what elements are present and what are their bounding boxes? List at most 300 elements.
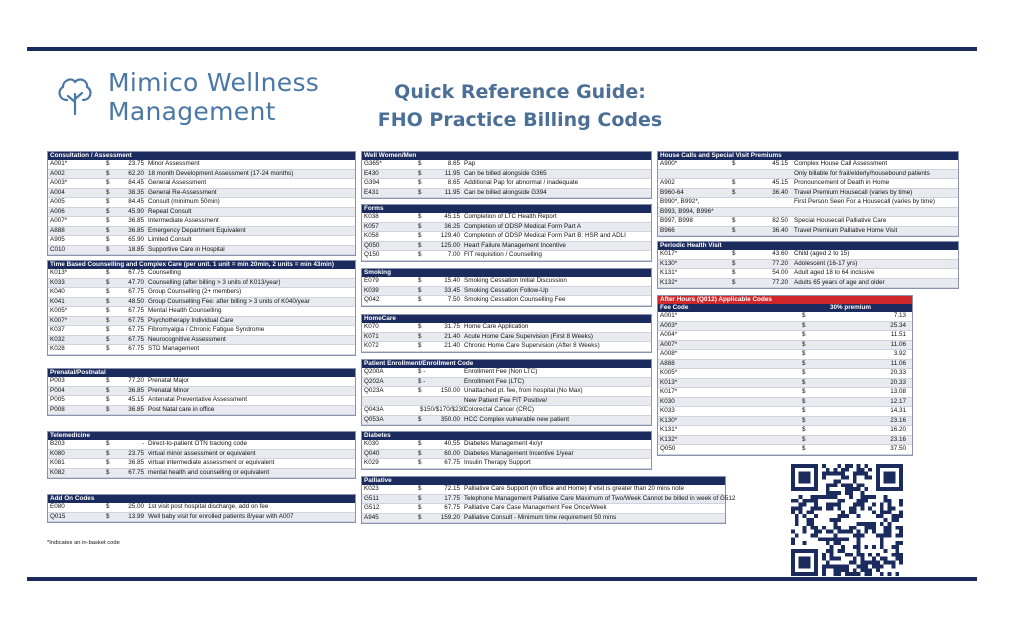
fee-description: Well baby visit for enrolled patients 8/year with A007: [148, 512, 294, 520]
currency-symbol: $: [418, 241, 422, 249]
fee-amount: 36.40: [772, 188, 788, 196]
fee-amount: 14.31: [890, 407, 906, 414]
fee-code: P008: [50, 405, 65, 413]
fee-description: Palliative Consult - Minimum time requirement 50 mins: [464, 513, 617, 521]
fee-description: Adult aged 18 to 64 inclusive: [794, 269, 875, 276]
fee-code: K040: [50, 288, 65, 295]
fee-code: K081: [50, 459, 65, 466]
fee-description: Prenatal Major: [148, 377, 189, 384]
fee-amount: 8.65: [447, 160, 460, 167]
currency-symbol: $: [106, 278, 110, 286]
currency-symbol: $: [418, 286, 422, 294]
table-row: [48, 336, 355, 346]
section-header: Time Based Counselling and Complex Care (per unit. 1 unit = min 20min, 2 units = min 43min): [48, 261, 355, 269]
fee-code: K072: [364, 342, 379, 349]
fee-amount: 43.60: [772, 250, 788, 257]
fee-amount: 37.50: [890, 445, 906, 452]
table-row: [48, 440, 355, 450]
table-row: [362, 378, 651, 388]
fee-amount: 67.75: [128, 307, 144, 314]
fee-code: K033: [50, 278, 65, 286]
fee-description: Insulin Therapy Support: [464, 459, 531, 466]
table-row: [658, 341, 912, 351]
fee-amount: 67.75: [128, 269, 144, 276]
currency-symbol: $: [106, 503, 110, 510]
fee-amount: 18.85: [128, 245, 144, 253]
currency-symbol: $: [732, 278, 736, 286]
table-row: [48, 208, 355, 218]
section-rows: [48, 377, 355, 415]
fee-code: A002: [50, 169, 65, 177]
fee-code: K130*: [660, 416, 678, 424]
table-row: [48, 317, 355, 327]
qr-code-icon: [791, 464, 903, 576]
table-row: [362, 160, 651, 170]
fee-amount: 7.13: [893, 312, 906, 319]
fee-amount: -: [141, 440, 144, 447]
fee-amount: 11.51: [890, 331, 906, 338]
fee-code: K017*: [660, 388, 678, 395]
currency-symbol: $: [732, 259, 736, 267]
fee-amount: 36.40: [772, 226, 788, 234]
fee-description: Home Care Application: [464, 323, 529, 330]
currency-symbol: $: [418, 296, 422, 303]
table-row: [658, 350, 912, 360]
title-line-1: Quick Reference Guide:: [394, 81, 646, 103]
fee-code: A900*: [660, 160, 678, 167]
currency-symbol: $: [418, 440, 422, 447]
table-row: [658, 379, 912, 389]
table-row: [362, 459, 651, 469]
fee-amount: 45.15: [444, 213, 460, 220]
table-row: [48, 170, 355, 180]
fee-code: K057: [364, 222, 379, 230]
fee-code: Q040: [364, 449, 380, 457]
currency-symbol: $: [418, 332, 422, 340]
fee-description: Limited Consult: [148, 236, 192, 243]
fee-code: A005: [50, 198, 65, 205]
fee-amount: 72.15: [444, 485, 460, 492]
fee-amount: 60.00: [444, 449, 460, 457]
fee-code: K037: [50, 326, 65, 333]
table-row: [362, 223, 651, 233]
fee-amount: 45.90: [128, 207, 144, 215]
fee-amount: 45.15: [772, 160, 788, 167]
currency-symbol: $: [732, 217, 736, 224]
currency-symbol: $: [106, 440, 110, 447]
fee-amount: 47.70: [128, 278, 144, 286]
fee-description: Antenatal Preventative Assessment: [148, 396, 248, 403]
fee-amount: 84.45: [128, 179, 144, 186]
currency-symbol: $: [418, 459, 422, 466]
fee-amount: 11.06: [890, 359, 906, 367]
currency-symbol: $: [106, 307, 110, 314]
table-row: [362, 485, 725, 495]
fee-description: Psychotherapy Individual Care: [148, 316, 234, 324]
fee-code: K032: [50, 335, 65, 343]
fee-code: Q023A: [364, 387, 384, 394]
fee-code: A902: [660, 179, 675, 186]
fee-description: Consult (minimum 50min): [148, 198, 220, 205]
fee-code: A001*: [660, 312, 678, 319]
fee-description: Smoking Cessation Follow-Up: [464, 286, 549, 294]
table-row: [658, 227, 958, 237]
section-consultation: [47, 151, 356, 256]
section-telemedicine: [47, 431, 356, 479]
section-rows: [658, 312, 912, 455]
currency-symbol: $: [418, 485, 422, 492]
currency-symbol: $: [418, 323, 422, 330]
currency-symbol: $: [106, 198, 110, 205]
fee-description: Only billable for frail/elderly/housebound patients: [794, 169, 930, 177]
table-row: [658, 322, 912, 332]
fee-code: A905: [50, 236, 65, 243]
fee-description: Adults 65 years of age and older: [794, 278, 885, 286]
fee-amount: 21.40: [444, 342, 460, 349]
currency-symbol: $: [418, 251, 422, 258]
section-header: Periodic Health Visit: [658, 242, 958, 250]
table-row: [362, 296, 651, 306]
currency-symbol: $: [802, 321, 806, 329]
table-row: [48, 387, 355, 397]
fee-amount: 45.15: [772, 179, 788, 186]
currency-symbol: $: [106, 269, 110, 276]
fee-code: P005: [50, 396, 65, 403]
fee-amount: 77.20: [772, 278, 788, 286]
table-row: [658, 331, 912, 341]
currency-symbol: $: [418, 160, 422, 167]
logo-text: [108, 68, 319, 126]
fee-code: K030: [660, 397, 675, 405]
section-rows: [362, 440, 651, 469]
table-row: [658, 189, 958, 199]
fee-code: K028: [50, 345, 65, 352]
fee-amount: $150/$170/$230: [420, 406, 466, 413]
table-row: [658, 388, 912, 398]
currency-symbol: $: [106, 405, 110, 413]
currency-symbol: $: [106, 449, 110, 457]
fee-description: New Patient Fee FIT Positive/: [464, 396, 548, 404]
section-afterhours: [657, 295, 913, 456]
fee-code: A003*: [50, 179, 68, 186]
fee-amount: 16.20: [890, 426, 906, 433]
fee-description: Smoking Cessation Counselling Fee: [464, 296, 566, 303]
fee-description: Additional Pap for abnormal / inadequate: [464, 179, 579, 186]
table-row: [362, 368, 651, 378]
table-row: [658, 360, 912, 370]
table-row: [48, 227, 355, 237]
currency-symbol: $: [418, 169, 422, 177]
currency-symbol: $: [106, 512, 110, 520]
currency-symbol: $: [106, 468, 110, 476]
currency-symbol: $: [418, 213, 422, 220]
currency-symbol: $: [418, 449, 422, 457]
currency-symbol: $: [106, 169, 110, 177]
fee-code: E430: [364, 169, 379, 177]
fee-amount: 23.75: [128, 160, 144, 167]
fee-code: K033: [660, 407, 675, 414]
fee-description: Group Counselling (2+ members): [148, 288, 242, 295]
fee-code: K071: [364, 332, 379, 340]
section-header: Palliative: [362, 477, 725, 485]
table-row: [362, 504, 725, 514]
fee-code: A945: [364, 513, 379, 521]
fee-amount: 38.35: [128, 188, 144, 196]
section-header: Telemedicine: [48, 432, 355, 440]
section-enrollment: [361, 359, 652, 426]
column-header-fee-code: Fee Code: [660, 304, 689, 311]
table-row: [48, 307, 355, 317]
fee-code: G512: [364, 504, 380, 511]
section-rows: [658, 160, 958, 236]
section-rows: [362, 323, 651, 352]
fee-amount: 23.16: [890, 416, 906, 424]
fee-amount: 65.90: [128, 236, 144, 243]
table-row: [362, 323, 651, 333]
fee-description: Travel Premium Housecall (varies by time): [794, 188, 913, 196]
column-header-row: [658, 304, 912, 312]
currency-symbol: $: [418, 277, 422, 284]
fee-amount: 84.45: [128, 198, 144, 205]
currency-symbol: $: [106, 345, 110, 352]
table-row: [362, 440, 651, 450]
table-row: [48, 513, 355, 523]
fee-amount: 3.92: [893, 350, 906, 357]
fee-amount: 7.00: [447, 251, 460, 258]
section-rows: [362, 368, 651, 425]
fee-description: Pap: [464, 160, 476, 167]
fee-code: P003: [50, 377, 65, 384]
fee-code: K005*: [50, 307, 68, 314]
fee-code: Q042: [364, 296, 380, 303]
table-row: [362, 277, 651, 287]
fee-description: Neurocognitive Assessment: [148, 335, 226, 343]
table-row: [658, 426, 912, 436]
fee-code: K041: [50, 297, 65, 305]
table-row: [362, 170, 651, 180]
currency-symbol: $: [418, 179, 422, 186]
fee-description: Can be billed alongside G365: [464, 169, 547, 177]
fee-code: C010: [50, 245, 66, 253]
fee-description: Group Counselling Fee: after billing > 3 units of K040/year: [148, 297, 310, 305]
fee-description: First Person Seen For a Housecall (varies by time): [794, 198, 936, 205]
fee-description: General Assessment: [148, 179, 207, 186]
section-header: Well Women/Men: [362, 152, 651, 160]
title-line-2: FHO Practice Billing Codes: [377, 109, 663, 131]
currency-symbol: $: [802, 445, 806, 452]
table-row: [48, 288, 355, 298]
table-row: [48, 326, 355, 336]
fee-description: Direct-to-patient OTN tracking code: [148, 440, 248, 447]
fee-amount: 31.75: [444, 323, 460, 330]
currency-symbol: $: [802, 426, 806, 433]
currency-symbol: $: [802, 312, 806, 319]
fee-code: A008*: [660, 350, 678, 357]
table-row: [48, 269, 355, 279]
fee-code: Q150: [364, 251, 380, 258]
section-diabetes: [361, 431, 652, 470]
fee-code: K029: [364, 459, 379, 466]
currency-symbol: $: [106, 316, 110, 324]
fee-amount: 25.34: [890, 321, 906, 329]
table-row: [658, 260, 958, 270]
currency-symbol: $: [802, 435, 806, 443]
table-row: [658, 398, 912, 408]
table-row: [48, 160, 355, 170]
fee-code: K131*: [660, 269, 678, 276]
table-row: [48, 279, 355, 289]
table-row: [658, 407, 912, 417]
fee-code: B990*, B992*,: [660, 198, 700, 205]
currency-symbol: $: [106, 459, 110, 466]
table-row: [658, 312, 912, 322]
fee-amount: 82.50: [772, 217, 788, 224]
fee-amount: 350.00: [440, 415, 460, 423]
section-addon: [47, 494, 356, 523]
currency-symbol: $: [732, 269, 736, 276]
table-row: [48, 198, 355, 208]
fee-description: FIT requisition / Counselling: [464, 251, 542, 258]
fee-description: Palliative Care Support (in office and Home) if visit is greater than 20 mins note: [464, 485, 685, 492]
fee-amount: 33.45: [444, 286, 460, 294]
fee-code: A004*: [660, 331, 678, 338]
fee-amount: 36.25: [444, 222, 460, 230]
currency-symbol: $: [106, 326, 110, 333]
fee-description: Child (aged 2 to 15): [794, 250, 850, 257]
section-rows: [658, 250, 958, 288]
fee-amount: 36.85: [128, 217, 144, 224]
fee-amount: 25.00: [128, 503, 144, 510]
fee-description: Repeat Consult: [148, 207, 192, 215]
fee-description: 1st visit post hospital discharge, add on fee: [148, 503, 269, 510]
fee-description: Prenatal Minor: [148, 386, 189, 394]
fee-description: Special Housecall Palliative Care: [794, 217, 887, 224]
fee-code: Q015: [50, 512, 66, 520]
section-prenatal: [47, 368, 356, 416]
fee-description: Complex House Call Assessment: [794, 160, 888, 167]
fee-code: A001*: [50, 160, 68, 167]
table-row: [658, 179, 958, 189]
currency-symbol: $: [106, 207, 110, 215]
fee-amount: 67.75: [128, 288, 144, 295]
fee-code: A007*: [660, 340, 678, 348]
currency-symbol: $: [802, 407, 806, 414]
fee-amount: 67.75: [128, 316, 144, 324]
fee-description: Unattached pt. fee, from hospital (No Max): [464, 387, 583, 394]
fee-amount: 20.33: [890, 378, 906, 386]
fee-amount: 62.20: [128, 169, 144, 177]
fee-code: B203: [50, 440, 65, 447]
fee-code: G365*: [364, 160, 382, 167]
fee-code: K131*: [660, 426, 678, 433]
fee-amount: 77.20: [772, 259, 788, 267]
fee-description: STD Management: [148, 345, 200, 352]
currency-symbol: $: [418, 504, 422, 511]
currency-symbol: $: [732, 179, 736, 186]
table-row: [48, 377, 355, 387]
fee-code: K070: [364, 323, 379, 330]
section-header: After Hours (Q012) Applicable Codes: [658, 296, 912, 304]
table-row: [48, 450, 355, 460]
fee-amount: 11.06: [890, 340, 906, 348]
column-header-premium: 30% premium: [830, 304, 871, 311]
fee-description: Heart Failure Management Incentive: [464, 241, 566, 249]
fee-code: B993, B994, B996*: [660, 207, 714, 215]
section-rows: [48, 503, 355, 522]
table-row: [48, 179, 355, 189]
page-title: [370, 78, 670, 134]
fee-description: Chronic Home Care Supervision (After 8 Weeks): [464, 342, 600, 349]
fee-code: K082: [50, 468, 65, 476]
logo-line-1: Mimico Wellness: [108, 68, 320, 97]
currency-symbol: $: [732, 226, 736, 234]
fee-description: Emergency Department Equivalent: [148, 226, 246, 234]
table-row: [362, 450, 651, 460]
fee-code: Q043A: [364, 406, 384, 413]
fee-description: Travel Premium Palliative Home Visit: [794, 226, 898, 234]
currency-symbol: $: [106, 396, 110, 403]
footnote: *Indicates an in-basket code: [47, 540, 120, 546]
fee-amount: 67.75: [444, 504, 460, 511]
fee-code: K130*: [660, 259, 678, 267]
section-header: Add On Codes: [48, 495, 355, 503]
fee-amount: 129.40: [440, 232, 460, 239]
section-rows: [48, 269, 355, 355]
fee-code: G511: [364, 494, 379, 502]
table-row: [658, 369, 912, 379]
section-housecalls: [657, 151, 959, 237]
fee-code: K023: [364, 485, 379, 492]
fee-amount: 36.85: [128, 405, 144, 413]
section-header: House Calls and Special Visit Premiums: [658, 152, 958, 160]
fee-amount: 67.75: [444, 459, 460, 466]
table-row: [658, 436, 912, 446]
fee-amount: 23.16: [890, 435, 906, 443]
currency-symbol: $: [418, 188, 422, 196]
fee-amount: 54.00: [772, 269, 788, 276]
fee-description: Diabetes Management Incentive 1/year: [464, 449, 574, 457]
fee-code: K039: [364, 286, 379, 294]
section-rows: [362, 213, 651, 261]
fee-code: K132*: [660, 278, 678, 286]
fee-code: K038: [364, 213, 379, 220]
fee-code: K013*: [660, 378, 678, 386]
fee-code: B966: [660, 226, 675, 234]
table-row: [362, 189, 651, 199]
fee-amount: 36.85: [128, 459, 144, 466]
fee-amount: 12.17: [890, 397, 906, 405]
currency-symbol: $: [106, 188, 110, 196]
fee-amount: 45.15: [128, 396, 144, 403]
fee-description: Fibromyalgia / Chronic Fatigue Syndrome: [148, 326, 265, 333]
top-rule: [27, 47, 977, 51]
currency-symbol: $: [106, 386, 110, 394]
table-row: [362, 397, 651, 407]
table-row: [362, 387, 651, 397]
fee-amount: 48.50: [128, 297, 144, 305]
fee-description: Completion of ODSP Medical Form Part A: [464, 222, 582, 230]
currency-symbol: $: [106, 236, 110, 243]
currency-symbol: $: [106, 217, 110, 224]
fee-amount: 11.95: [444, 188, 460, 196]
table-row: [362, 213, 651, 223]
fee-code: E080: [50, 503, 65, 510]
table-row: [362, 494, 736, 505]
fee-amount: 77.20: [128, 377, 144, 384]
tree-icon: [55, 76, 95, 116]
table-row: [658, 269, 958, 279]
fee-code: B960-64: [660, 188, 684, 196]
